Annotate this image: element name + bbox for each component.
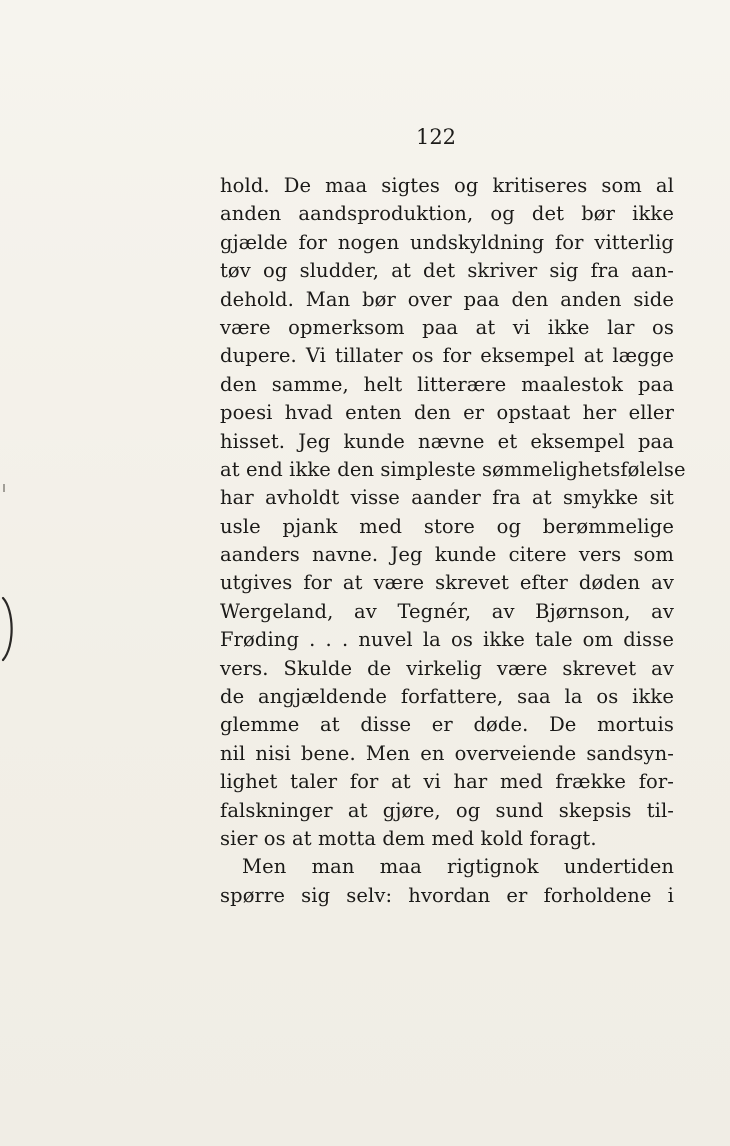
- margin-tick-mark: [2, 484, 6, 492]
- text-line: vers. Skulde de virkelig være skrevet av: [220, 656, 674, 680]
- text-line: være opmerksom paa at vi ikke lar os: [220, 315, 674, 339]
- text-line: nil nisi bene. Men en overveiende sandsyn-: [220, 741, 674, 765]
- text-line: poesi hvad enten den er opstaat her eller: [220, 401, 674, 425]
- text-line: Wergeland, av Tegnér, av Bjørnson, av: [220, 599, 674, 623]
- margin-bracket-mark: [0, 596, 18, 662]
- paragraph-start-line: Men man maa rigtignok undertiden: [242, 855, 674, 879]
- text-line: gjælde for nogen undskyldning for vitterlig: [220, 230, 674, 254]
- text-line: dehold. Man bør over paa den anden side: [220, 287, 674, 311]
- text-line: dupere. Vi tillater os for eksempel at lægge: [220, 344, 674, 368]
- text-line: hold. De maa sigtes og kritiseres som al: [220, 174, 674, 197]
- page-number: 122: [415, 125, 457, 149]
- text-line: glemme at disse er døde. De mortuis: [220, 713, 674, 737]
- text-line: falskninger at gjøre, og sund skepsis til-: [220, 798, 674, 822]
- text-line: lighet taler for at vi har med frække for-: [220, 770, 674, 794]
- text-line: utgives for at være skrevet efter døden av: [220, 571, 674, 595]
- body-text: [220, 172, 686, 910]
- text-line: de angjældende forfattere, saa la os ikke: [220, 685, 674, 709]
- text-line: har avholdt visse aander fra at smykke sit: [220, 486, 674, 510]
- text-line: tøv og sludder, at det skriver sig fra aan-: [220, 259, 674, 283]
- text-line: anden aandsproduktion, og det bør ikke: [220, 202, 674, 226]
- text-line: usle pjank med store og berømmelige: [220, 514, 674, 538]
- text-line: Frøding . . . nuvel la os ikke tale om disse: [220, 628, 674, 652]
- text-line: at end ikke den simpleste sømmelighetsfølelse: [220, 457, 686, 481]
- paragraph-end-line: sier os at motta dem med kold foragt.: [220, 826, 597, 850]
- text-line: hisset. Jeg kunde nævne et eksempel paa: [220, 429, 674, 453]
- text-line: den samme, helt litterære maalestok paa: [220, 372, 674, 396]
- text-line: aanders navne. Jeg kunde citere vers som: [220, 543, 674, 567]
- text-line: spørre sig selv: hvordan er forholdene i: [220, 883, 674, 907]
